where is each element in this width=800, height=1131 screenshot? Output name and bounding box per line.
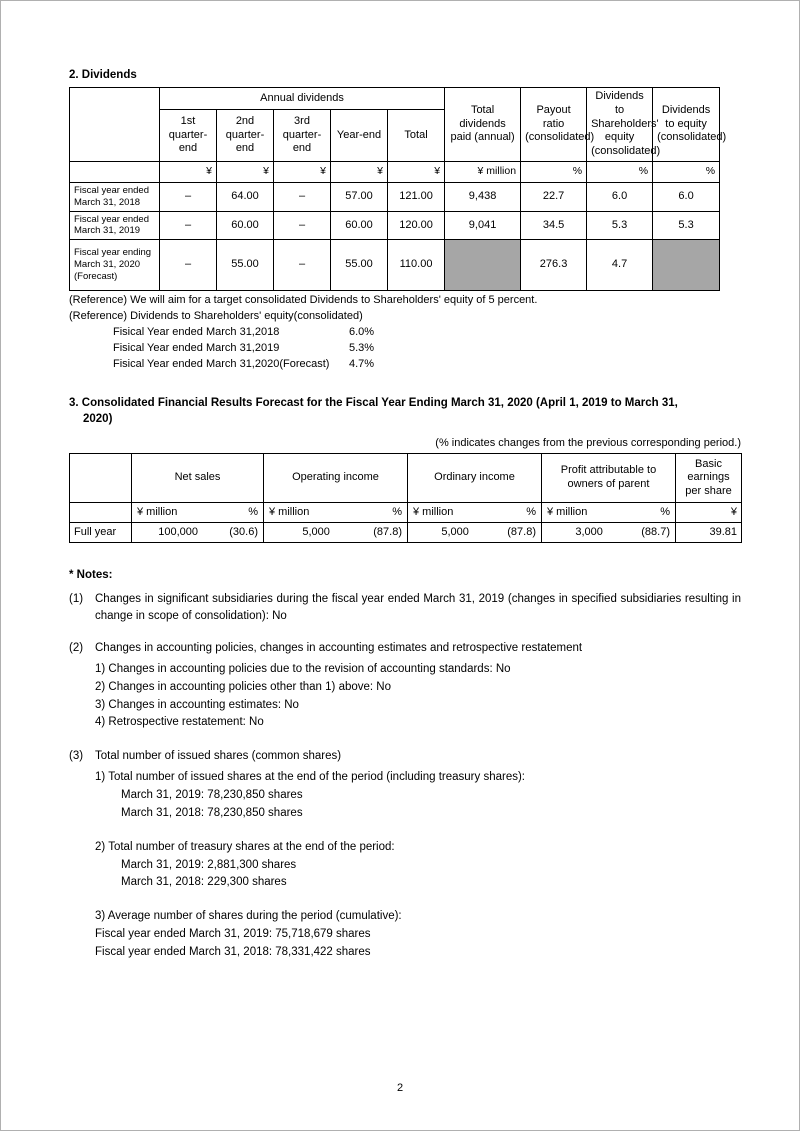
unit-ordinary-income <box>408 503 542 523</box>
basic-eps-header: Basic earnings per share <box>676 454 742 503</box>
cell-total: 110.00 <box>388 240 445 291</box>
cell-q3: – <box>274 182 331 211</box>
corner-cell <box>70 88 160 162</box>
cell-total: 121.00 <box>388 182 445 211</box>
page-number: 2 <box>396 1082 404 1094</box>
note-item-3 <box>69 748 741 765</box>
table-header-row-1 <box>70 88 720 110</box>
note-3-sub1-line1: March 31, 2019: 78,230,850 shares <box>121 789 303 802</box>
cell-dividends-equity: 6.0 <box>587 182 653 211</box>
cell-q2: 64.00 <box>217 182 274 211</box>
cell-q3: – <box>274 211 331 240</box>
payout-ratio-header: Payout ratio (consolidated) <box>521 88 587 162</box>
row-label-line1: Fiscal year ending <box>74 247 152 259</box>
cell-payout-ratio: 276.3 <box>521 240 587 291</box>
cell-q1: – <box>160 240 217 291</box>
table-row <box>70 182 720 211</box>
unit-net-sales-pct: % <box>248 505 258 518</box>
net-sales-header: Net sales <box>132 454 264 503</box>
year-end-header: Year-end <box>331 110 388 162</box>
unit-operating-income <box>264 503 408 523</box>
cell-operating-income-value: 5,000 <box>302 525 330 538</box>
reference-row-name: Fisical Year ended March 31,2020(Forecast) <box>113 358 330 370</box>
reference-row <box>69 341 741 357</box>
dividends-shareholders-equity-header: Dividends to Shareholders' equity (consolidated) <box>587 88 653 162</box>
note-3-sub2-line1: March 31, 2019: 2,881,300 shares <box>121 858 297 871</box>
unit-net-sales <box>132 503 264 523</box>
units-blank-cell <box>70 161 160 182</box>
reference-line-2: (Reference) Dividends to Shareholders' equity(consolidated) <box>69 310 363 323</box>
cell-total: 120.00 <box>388 211 445 240</box>
cell-year-end: 60.00 <box>331 211 388 240</box>
cell-dividends-to-equity: 6.0 <box>653 182 720 211</box>
profit-attributable-header: Profit attributable to owners of parent <box>542 454 676 503</box>
cell-q1: – <box>160 182 217 211</box>
cell-dividends-to-equity: 5.3 <box>653 211 720 240</box>
q2-header: 2nd quarter-end <box>217 110 274 162</box>
total-header: Total <box>388 110 445 162</box>
row-label-line2: March 31, 2019 <box>74 225 141 237</box>
forecast-title-line2: 2020) <box>83 413 113 426</box>
operating-income-header: Operating income <box>264 454 408 503</box>
note-2-sub-2: 2) Changes in accounting policies other than 1) above: No <box>95 680 391 693</box>
reference-row-name: Fisical Year ended March 31,2018 <box>113 326 280 339</box>
unit-year-end: ¥ <box>331 161 388 182</box>
forecast-units-blank <box>70 503 132 523</box>
reference-row <box>69 325 741 341</box>
cell-ordinary-income <box>408 523 542 543</box>
unit-ordinary-income-pct: % <box>526 505 536 518</box>
table-row <box>70 240 720 291</box>
note-3-sub3-line1: Fiscal year ended March 31, 2019: 75,718,679 shares <box>95 928 371 941</box>
cell-q3: – <box>274 240 331 291</box>
row-label-2019 <box>70 211 160 240</box>
note-3-sub1-line2: March 31, 2018: 78,230,850 shares <box>121 807 303 819</box>
note-2-text: Changes in accounting policies, changes in accounting estimates and retrospective restatement <box>95 641 583 654</box>
reference-row <box>69 357 741 373</box>
unit-dividends-to-equity: % <box>653 161 720 182</box>
note-item-1 <box>69 591 741 626</box>
forecast-units-row <box>70 503 742 523</box>
note-item-2 <box>69 640 741 657</box>
unit-eps: ¥ <box>676 503 742 523</box>
cell-year-end: 55.00 <box>331 240 388 291</box>
unit-ordinary-income-currency: ¥ million <box>413 505 454 518</box>
note-3-sub2-line2: March 31, 2018: 229,300 shares <box>121 876 287 889</box>
unit-operating-income-currency: ¥ million <box>269 505 310 518</box>
cell-net-sales-value: 100,000 <box>158 525 198 538</box>
forecast-header-row <box>70 454 742 503</box>
page-content <box>69 69 741 962</box>
forecast-section-title <box>69 395 741 427</box>
cell-profit <box>542 523 676 543</box>
unit-profit <box>542 503 676 523</box>
forecast-corner-cell <box>70 454 132 503</box>
cell-total-paid-shaded <box>445 240 521 291</box>
unit-dividends-equity: % <box>587 161 653 182</box>
cell-q1: – <box>160 211 217 240</box>
reference-row-value: 4.7% <box>349 358 375 370</box>
unit-operating-income-pct: % <box>392 505 402 518</box>
cell-net-sales-pct: (30.6) <box>229 525 258 538</box>
unit-profit-pct: % <box>660 505 670 518</box>
cell-payout-ratio: 22.7 <box>521 182 587 211</box>
table-row <box>70 211 720 240</box>
q3-header: 3rd quarter-end <box>274 110 331 162</box>
note-3-text: Total number of issued shares (common shares) <box>95 750 342 763</box>
table-row <box>70 523 742 543</box>
note-2-sub-4: 4) Retrospective restatement: No <box>95 716 264 729</box>
q1-header: 1st quarter-end <box>160 110 217 162</box>
row-label-2018 <box>70 182 160 211</box>
ordinary-income-header: Ordinary income <box>408 454 542 503</box>
cell-total-paid: 9,438 <box>445 182 521 211</box>
forecast-table <box>69 453 742 543</box>
dividends-table <box>69 87 727 291</box>
cell-total-paid: 9,041 <box>445 211 521 240</box>
dividends-to-equity-header: Dividends to equity (consolidated) <box>653 88 720 162</box>
row-label-line1: Fiscal year ended <box>74 213 149 225</box>
unit-payout-ratio: % <box>521 161 587 182</box>
cell-operating-income-pct: (87.8) <box>373 525 402 538</box>
reference-row-value: 6.0% <box>349 326 375 339</box>
cell-operating-income <box>264 523 408 543</box>
note-1-text: Changes in significant subsidiaries during the fiscal year ended March 31, 2019 (changes in specified subsidiaries resulting in change in scope of consolidation): No <box>95 593 741 623</box>
note-2-sub-3: 3) Changes in accounting estimates: No <box>95 698 299 711</box>
forecast-title-line1: 3. Consolidated Financial Results Forecast for the Fiscal Year Ending March 31, 2020 (April 1, 2019 to March 31, <box>69 396 678 409</box>
notes-title: * Notes: <box>69 569 113 582</box>
forecast-percent-note: (% indicates changes from the previous corresponding period.) <box>435 437 741 450</box>
reference-line-1: (Reference) We will aim for a target consolidated Dividends to Shareholders' equity of 5 percent. <box>69 294 538 307</box>
note-3-number: (3) <box>69 750 84 763</box>
cell-q2: 60.00 <box>217 211 274 240</box>
total-dividends-paid-header: Total dividends paid (annual) <box>445 88 521 162</box>
cell-dividends-to-equity-shaded <box>653 240 720 291</box>
cell-net-sales <box>132 523 264 543</box>
note-1-number: (1) <box>69 593 84 606</box>
unit-q1: ¥ <box>160 161 217 182</box>
cell-year-end: 57.00 <box>331 182 388 211</box>
note-3-sub3-line2: Fiscal year ended March 31, 2018: 78,331,422 shares <box>95 945 371 958</box>
cell-eps: 39.81 <box>676 523 742 543</box>
row-label-2020-forecast <box>70 240 160 291</box>
unit-total-paid: ¥ million <box>445 161 521 182</box>
note-2-number: (2) <box>69 641 84 654</box>
unit-profit-currency: ¥ million <box>547 505 588 518</box>
cell-dividends-equity: 4.7 <box>587 240 653 291</box>
cell-ordinary-income-pct: (87.8) <box>507 525 536 538</box>
unit-net-sales-currency: ¥ million <box>137 505 178 518</box>
unit-q2: ¥ <box>217 161 274 182</box>
cell-payout-ratio: 34.5 <box>521 211 587 240</box>
note-3-sub2-heading: 2) Total number of treasury shares at the end of the period: <box>95 840 395 853</box>
row-label-line3: (Forecast) <box>74 271 118 283</box>
cell-dividends-equity: 5.3 <box>587 211 653 240</box>
annual-dividends-header: Annual dividends <box>160 88 445 110</box>
reference-row-value: 5.3% <box>349 342 375 355</box>
cell-q2: 55.00 <box>217 240 274 291</box>
cell-profit-pct: (88.7) <box>641 525 670 538</box>
unit-total: ¥ <box>388 161 445 182</box>
cell-ordinary-income-value: 5,000 <box>441 525 469 538</box>
row-label-line1: Fiscal year ended <box>74 184 149 196</box>
unit-q3: ¥ <box>274 161 331 182</box>
row-label-line2: March 31, 2018 <box>74 196 141 208</box>
cell-profit-value: 3,000 <box>575 525 603 538</box>
forecast-row-label: Full year <box>70 523 132 543</box>
dividends-section-title: 2. Dividends <box>69 69 137 81</box>
row-label-line2: March 31, 2020 <box>74 259 141 271</box>
note-3-sub1-heading: 1) Total number of issued shares at the end of the period (including treasury shares): <box>95 771 525 784</box>
note-3-sub3-heading: 3) Average number of shares during the period (cumulative): <box>95 910 402 923</box>
note-2-sub-1: 1) Changes in accounting policies due to the revision of accounting standards: No <box>95 662 511 675</box>
units-row <box>70 161 720 182</box>
reference-row-name: Fisical Year ended March 31,2019 <box>113 342 280 355</box>
